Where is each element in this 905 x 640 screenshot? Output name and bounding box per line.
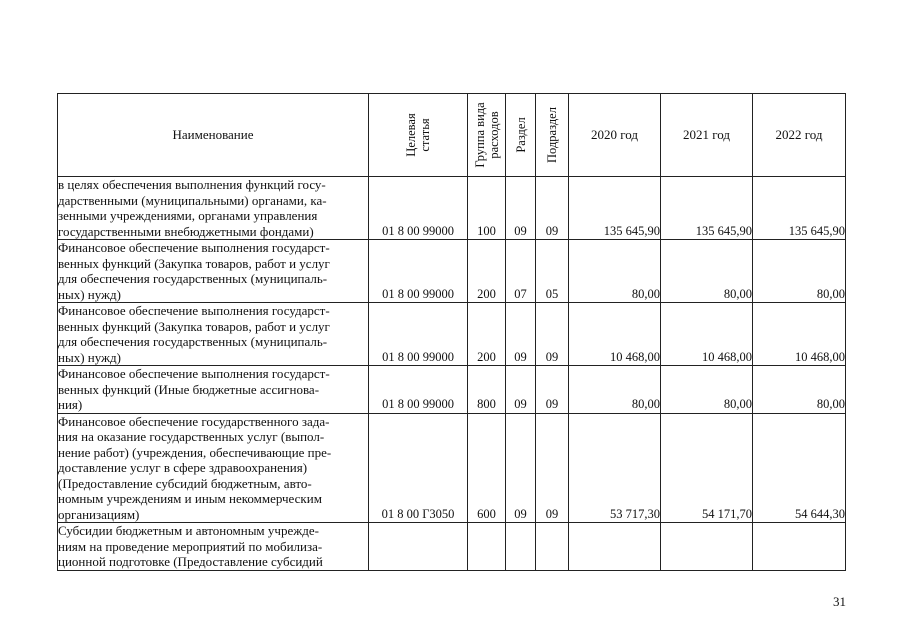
row-name-line: Финансовое обеспечение выполнения государст-: [58, 303, 330, 318]
row-name-line: ниям на проведение мероприятий по мобилиза-: [58, 538, 323, 554]
row-name-line: ных) нужд): [58, 349, 121, 365]
header-target-line1: Целевая: [404, 113, 418, 157]
row-name-line: зенными учреждениями, органами управления: [58, 208, 318, 223]
target-article-cell: 01 8 00 99000: [369, 303, 468, 366]
section-cell: 09: [506, 413, 536, 523]
section-cell: 09: [506, 303, 536, 366]
row-name: [58, 240, 369, 303]
header-name: Наименование: [58, 94, 369, 177]
expense-group-cell: 800: [468, 366, 506, 414]
target-article-cell: 01 8 00 99000: [369, 177, 468, 240]
table-row: [58, 413, 846, 523]
subsection-cell: 09: [536, 177, 569, 240]
subsection-cell: 09: [536, 366, 569, 414]
amount-2021-cell: [661, 523, 753, 571]
header-group-line2: расходов: [486, 111, 501, 159]
header-subsection: [536, 94, 569, 177]
row-name-line: (Предоставление субсидий бюджетным, авто-: [58, 475, 312, 491]
section-cell: 07: [506, 240, 536, 303]
header-row: [58, 94, 846, 177]
amount-2020-cell: [569, 523, 661, 571]
row-name-line: Финансовое обеспечение выполнения государст-: [58, 366, 330, 381]
amount-2021-cell: 80,00: [661, 366, 753, 414]
header-subsection-label: Подраздел: [545, 107, 559, 163]
row-name-line: венных функций (Закупка товаров, работ и услуг: [58, 255, 330, 271]
row-name-line: в целях обеспечения выполнения функций госу-: [58, 177, 326, 192]
row-name-line: венных функций (Закупка товаров, работ и услуг: [58, 318, 330, 334]
target-article-cell: 01 8 00 99000: [369, 366, 468, 414]
section-cell: 09: [506, 366, 536, 414]
subsection-cell: [536, 523, 569, 571]
header-section-label: Раздел: [513, 117, 528, 153]
row-name: [58, 303, 369, 366]
header-year-2022: 2022 год: [753, 94, 846, 177]
amount-2020-cell: 10 468,00: [569, 303, 661, 366]
amount-2021-cell: 80,00: [661, 240, 753, 303]
row-name-line: Финансовое обеспечение государственного зада-: [58, 413, 330, 429]
row-name: [58, 177, 369, 240]
header-year-2020: 2020 год: [569, 94, 661, 177]
row-name-line: ния на оказание государственных услуг (выпол-: [58, 429, 325, 444]
section-cell: [506, 523, 536, 571]
header-target-line2: статья: [418, 118, 432, 152]
row-name-line: организациям): [58, 506, 140, 522]
row-name: [58, 523, 369, 571]
subsection-cell: 05: [536, 240, 569, 303]
header-target-article: [369, 94, 468, 177]
row-name-line: для обеспечения государственных (муниципаль-: [58, 334, 328, 349]
amount-2020-cell: 53 717,30: [569, 413, 661, 523]
expense-group-cell: 200: [468, 240, 506, 303]
row-name-line: ционной подготовке (Предоставление субсидий: [58, 554, 323, 569]
target-article-cell: 01 8 00 Г3050: [369, 413, 468, 523]
table-row: [58, 177, 846, 240]
amount-2022-cell: 10 468,00: [753, 303, 846, 366]
table-row: [58, 523, 846, 571]
subsection-cell: 09: [536, 413, 569, 523]
amount-2020-cell: 80,00: [569, 240, 661, 303]
row-name-line: ных) нужд): [58, 286, 121, 302]
header-year-2021: 2021 год: [661, 94, 753, 177]
table-row: [58, 366, 846, 414]
amount-2021-cell: 135 645,90: [661, 177, 753, 240]
row-name-line: дарственными (муниципальными) органами, ка-: [58, 192, 327, 208]
amount-2020-cell: 135 645,90: [569, 177, 661, 240]
section-cell: 09: [506, 177, 536, 240]
row-name-line: ния): [58, 397, 83, 412]
amount-2022-cell: 80,00: [753, 366, 846, 414]
amount-2022-cell: 135 645,90: [753, 177, 846, 240]
table-row: [58, 240, 846, 303]
table-body: [58, 177, 846, 571]
expense-group-cell: 100: [468, 177, 506, 240]
amount-2021-cell: 10 468,00: [661, 303, 753, 366]
row-name: [58, 413, 369, 523]
budget-table: [57, 93, 846, 571]
expense-group-cell: [468, 523, 506, 571]
row-name-line: доставление услуг в сфере здравоохранения): [58, 460, 308, 475]
header-section: [506, 94, 536, 177]
target-article-cell: [369, 523, 468, 571]
expense-group-cell: 200: [468, 303, 506, 366]
header-group-line1: Группа вида: [472, 102, 487, 168]
row-name-line: Субсидии бюджетным и автономным учрежде-: [58, 523, 319, 538]
amount-2021-cell: 54 171,70: [661, 413, 753, 523]
row-name-line: Финансовое обеспечение выполнения государст-: [58, 240, 330, 255]
header-expense-group: [468, 94, 506, 177]
amount-2022-cell: 54 644,30: [753, 413, 846, 523]
subsection-cell: 09: [536, 303, 569, 366]
table-row: [58, 303, 846, 366]
row-name-line: венных функций (Иные бюджетные ассигнова-: [58, 381, 320, 397]
amount-2022-cell: 80,00: [753, 240, 846, 303]
expense-group-cell: 600: [468, 413, 506, 523]
row-name-line: номным учреждениям и иным некоммерческим: [58, 491, 322, 506]
amount-2022-cell: [753, 523, 846, 571]
row-name-line: нение работ) (учреждения, обеспечивающие пре-: [58, 444, 332, 460]
amount-2020-cell: 80,00: [569, 366, 661, 414]
page-number: 31: [833, 594, 846, 609]
target-article-cell: 01 8 00 99000: [369, 240, 468, 303]
row-name: [58, 366, 369, 414]
row-name-line: для обеспечения государственных (муниципаль-: [58, 271, 328, 286]
row-name-line: государственными внебюджетными фондами): [58, 223, 314, 239]
